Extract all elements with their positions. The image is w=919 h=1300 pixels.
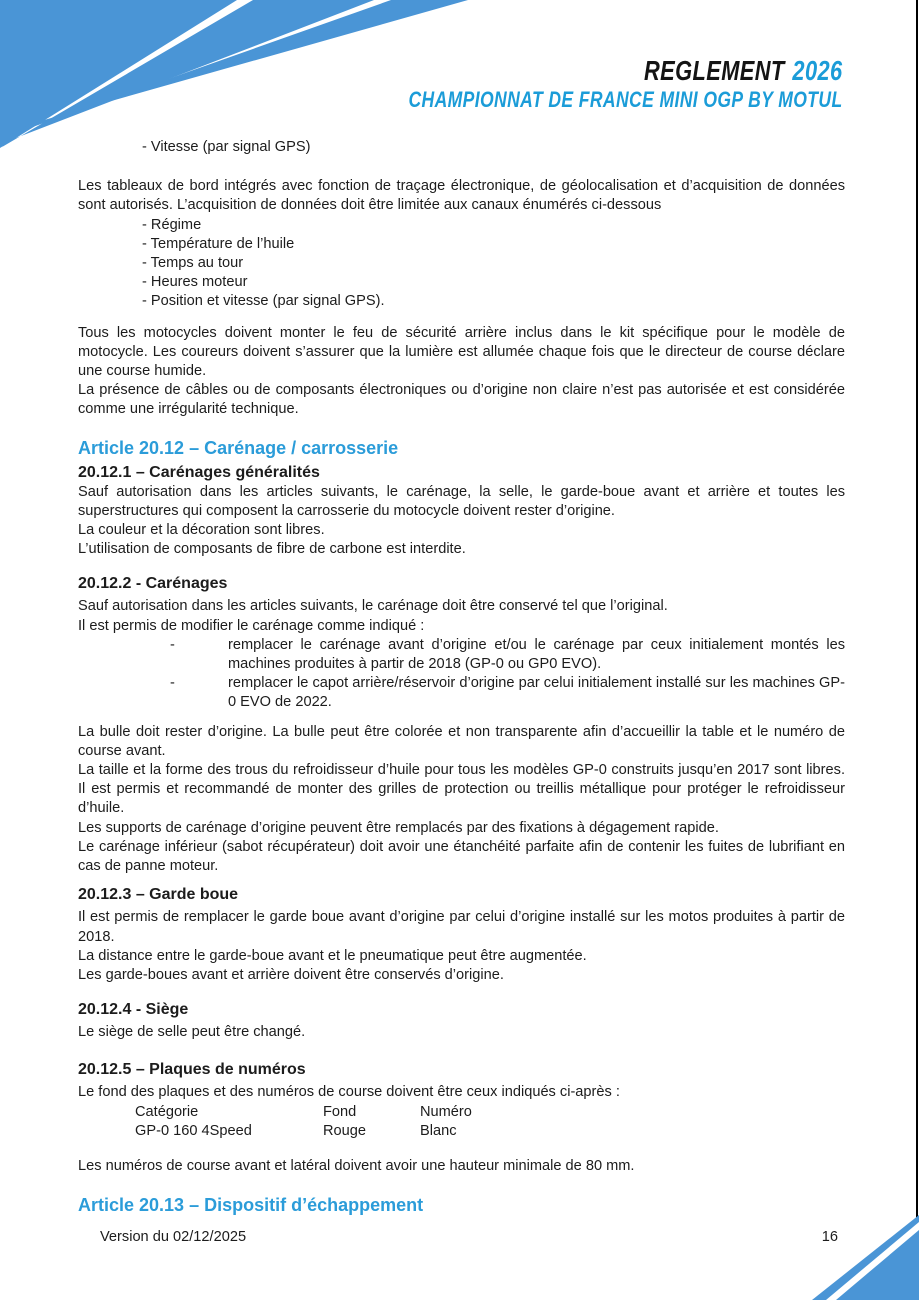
title-regulation: REGLEMENT xyxy=(644,55,786,86)
document-subtitle: CHAMPIONNAT DE FRANCE MINI OGP BY MOTUL xyxy=(408,87,843,113)
table-cell-categorie: GP-0 160 4Speed xyxy=(135,1122,252,1139)
plaques-table xyxy=(135,1103,845,1141)
bullet-text: remplacer le carénage avant d’origine et/ou le carénage par ceux initialement montés les machines produites à partir de 2018 (GP-0 ou GP0 EVO). xyxy=(228,636,845,673)
para-s3-p3: Les garde-boues avant et arrière doivent être conservés d’origine. xyxy=(78,966,504,983)
article-20-12-heading: Article 20.12 – Carénage / carrosserie xyxy=(78,437,399,458)
footer-page-number: 16 xyxy=(821,1229,838,1245)
para-s2-p4: La taille et la forme des trous du refroidisseur d’huile pour tous les modèles GP-0 construits jusqu’en 2017 sont libres. Il est permis et recommandé de monter des grilles de protection ou treillis métallique pour protéger le refroidisseur d’huile. xyxy=(78,762,845,817)
para-s2-p5: Les supports de carénage d’origine peuvent être remplacés par des fixations à dégagement rapide. xyxy=(78,819,719,836)
para-s2-p3: La bulle doit rester d’origine. La bulle peut être colorée et non transparente afin d’accueillir la table et le numéro de course avant. xyxy=(78,723,845,759)
para-s3-p1: Il est permis de remplacer le garde boue avant d’origine par celui d’origine installé sur les motos produites à partir de 2018. xyxy=(78,909,845,945)
article-20-13-heading: Article 20.13 – Dispositif d’échappement xyxy=(78,1195,424,1216)
section-20-12-4-heading: 20.12.4 - Siège xyxy=(78,1001,189,1019)
channel-item: - Temps au tour xyxy=(142,255,244,272)
para-s5-p1: Le fond des plaques et des numéros de course doivent être ceux indiqués ci-après : xyxy=(78,1084,620,1101)
section-20-12-5-heading: 20.12.5 – Plaques de numéros xyxy=(78,1061,306,1079)
para-s4-p1: Le siège de selle peut être changé. xyxy=(78,1024,306,1041)
para-s2-p2: Il est permis de modifier le carénage comme indiqué : xyxy=(78,617,425,634)
footer-corner-graphic xyxy=(799,1208,919,1300)
section-20-12-1-heading: 20.12.1 – Carénages généralités xyxy=(78,463,320,481)
para-safety-light: Tous les motocycles doivent monter le feu de sécurité arrière inclus dans le kit spécifique pour le modèle de motocycle. Les coureurs doivent s’assurer que la lumière est allumée chaque fois que le directeur de course déclare une course humide. xyxy=(78,324,845,380)
para-cables: La présence de câbles ou de composants électroniques ou d’origine non claire n’est pas autorisée et est considérée comme une irrégularité technique. xyxy=(78,382,845,418)
section-20-12-3-heading: 20.12.3 – Garde boue xyxy=(78,886,239,904)
footer-version: Version du 02/12/2025 xyxy=(100,1229,247,1245)
para-s1-p2: La couleur et la décoration sont libres. xyxy=(78,522,325,539)
title-year: 2026 xyxy=(792,55,843,86)
bullet-dash: - xyxy=(170,636,175,653)
para-s1-p1: Sauf autorisation dans les articles suivants, le carénage, la selle, le garde-boue avant et arrière et toutes les superstructures qui composent la carrosserie du motocycle doivent rester d’origine. xyxy=(78,483,845,519)
section-20-12-2-heading: 20.12.2 - Carénages xyxy=(78,575,228,593)
channel-item: - Position et vitesse (par signal GPS). xyxy=(142,293,385,310)
bullet-dash: - xyxy=(170,675,175,692)
channel-item: - Régime xyxy=(142,216,202,233)
gps-list-item: - Vitesse (par signal GPS) xyxy=(142,139,311,155)
para-s1-p3: L’utilisation de composants de fibre de carbone est interdite. xyxy=(78,541,466,558)
para-dashboards: Les tableaux de bord intégrés avec fonction de traçage électronique, de géolocalisation et d’acquisition de données sont autorisés. L’acquisition de données doit être limitée aux canaux énumérés ci-dessous xyxy=(78,178,845,214)
para-s3-p2: La distance entre le garde-boue avant et le pneumatique peut être augmentée. xyxy=(78,947,587,964)
para-s5-p2: Les numéros de course avant et latéral doivent avoir une hauteur minimale de 80 mm. xyxy=(78,1157,635,1174)
bullet-item xyxy=(78,674,845,712)
table-header-fond: Fond xyxy=(323,1103,357,1120)
para-s2-p6: Le carénage inférieur (sabot récupérateur) doit avoir une étanchéité parfaite afin de contenir les fuites de lubrifiant en cas de panne moteur. xyxy=(78,838,845,875)
table-cell-fond: Rouge xyxy=(323,1122,367,1139)
channel-item: - Température de l’huile xyxy=(142,235,295,252)
table-header-numero: Numéro xyxy=(420,1103,472,1120)
bullet-text: remplacer le capot arrière/réservoir d’origine par celui initialement installé sur les machines GP-0 EVO de 2022. xyxy=(228,675,845,711)
table-header-categorie: Catégorie xyxy=(135,1103,199,1120)
page-border-right xyxy=(916,0,918,1300)
bullet-item xyxy=(78,636,845,674)
page-footer xyxy=(100,1229,838,1245)
para-s2-p1: Sauf autorisation dans les articles suivants, le carénage doit être conservé tel que l’original. xyxy=(78,598,668,615)
table-cell-numero: Blanc xyxy=(420,1122,457,1139)
channel-item: - Heures moteur xyxy=(142,274,248,291)
page-content xyxy=(78,0,845,1217)
